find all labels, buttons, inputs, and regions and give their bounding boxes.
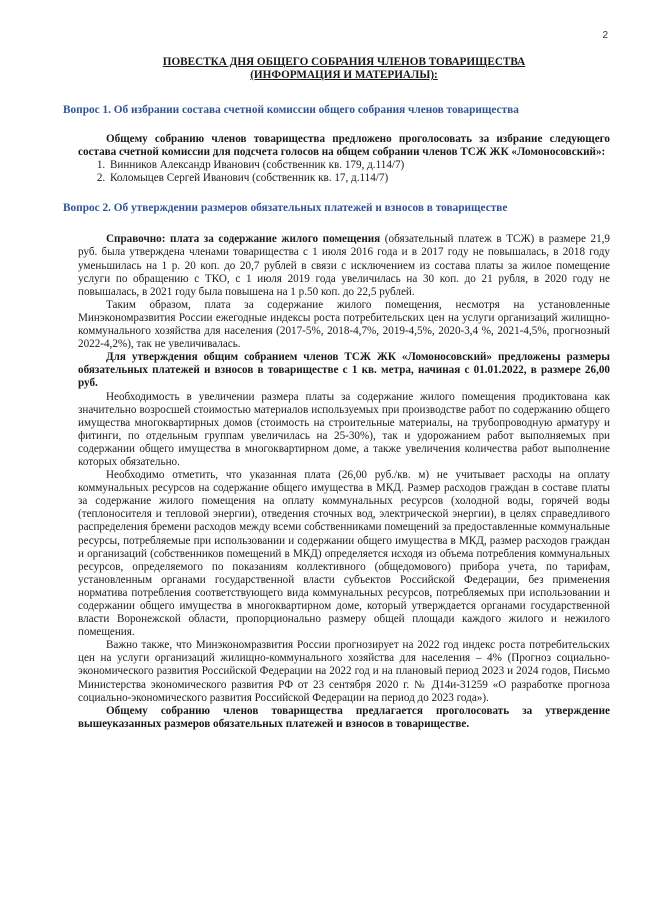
heading-line-1: ПОВЕСТКА ДНЯ ОБЩЕГО СОБРАНИЯ ЧЛЕНОВ ТОВАРИЩЕСТВА	[162, 56, 526, 68]
document-body	[63, 56, 610, 731]
agenda-heading	[78, 56, 610, 82]
question-2-title: Вопрос 2. Об утверждении размеров обязательных платежей и взносов в товариществе	[63, 202, 508, 215]
paragraph-reference	[78, 233, 610, 298]
candidate-list	[78, 159, 610, 185]
paragraph-proposal: Для утверждения общим собранием членов ТСЖ ЖК «Ломоносовский» предложены размеры обязательных платежей и взносов в товариществе с 1 кв. метра, начиная с 01.01.2022, в размере 26,00 руб.	[78, 351, 610, 390]
page-number: 2	[602, 30, 608, 41]
question-1-intro: Общему собранию членов товарищества предложено проголосовать за избрание следующего состава счетной комиссии для подсчета голосов на общем собрании членов ТСЖ ЖК «Ломоносовский»:	[78, 133, 610, 159]
candidate-item: 2. Коломыцев Сергей Иванович (собственник кв. 17, д.114/7)	[108, 172, 610, 185]
paragraph-indexes: Таким образом, плата за содержание жилого помещения, несмотря на установленные Минэкономразвития России ежегодные индексы роста потребительских цен на услуги организаций жилищно-коммунального хозяйства для населения (2017-5%, 2018-4,7%, 2019-4,5%, 2020-3,4 %, 2021-4,5%, прогнозный 2022-4,2%), так не увеличивалась.	[78, 298, 610, 351]
paragraph-vote-call: Общему собранию членов товарищества предлагается проголосовать за утверждение вышеуказанных размеров обязательных платежей и взносов в товариществе.	[78, 704, 610, 730]
reference-text: (обязательный платеж в ТСЖ) в размере 21,9 руб. была утверждена членами товарищества с 1 июля 2016 года и в 2017 году не повышалась, в 2018 году уменьшилась на 1 р. 20 коп. до 20,7 рублей в связи с исключением из состава платы за жилое помещение услуги по обращению с ТКО, с 1 июля 2019 года увеличилась на 30 коп. до 21 рубля, в 2020 году не повышалась, в 2021 году была повышена на 1 р.50 коп. до 22,5 рублей.	[78, 233, 610, 298]
paragraph-forecast: Важно также, что Минэкономразвития России прогнозирует на 2022 год индекс роста потребительских цен на услуги организаций жилищно-коммунального хозяйства для населения – 4% (Прогноз социально-экономического развития Российской Федерации на 2022 год и на плановый период 2023 и 2024 годов, Письмо Министерства экономического развития РФ от 23 сентября 2020 г. № Д14и-31259 «О разработке прогноза социально-экономического развития Российской Федерации на период до 2023 года»).	[78, 639, 610, 704]
question-1-title: Вопрос 1. Об избрании состава счетной комиссии общего собрания членов товарищества	[63, 104, 519, 116]
paragraph-necessity: Необходимость в увеличении размера платы за содержание жилого помещения продиктована как значительно возросшей стоимостью материалов используемых при производстве работ по содержанию общего имущества многоквартирных домов (стоимость на строительные материалы, на трубопроводную арматуру и фитинги, по отдельным группам увеличилась на 25-30%), так и удорожанием работ выполняемых при содержании общего имущества в многоквартирном доме, а также увеличения количества работ выполнение которых обязательно.	[78, 390, 610, 468]
paragraph-utilities: Необходимо отметить, что указанная плата (26,00 руб./кв. м) не учитывает расходы на оплату коммунальных ресурсов на содержание общего имущества в МКД. Размер расходов граждан в составе платы за содержание жилого помещения на оплату коммунальных ресурсов (холодной воды, горячей воды (теплоносителя и тепловой энергии), отведения сточных вод, электрической энергии), в целях справедливого распределения бремени расходов между всеми собственниками помещений за предоставленные коммунальные ресурсы, потребляемые при использовании и содержании общего имущества в МКД, размер расходов граждан и организаций (собственников помещений в МКД) определяется исходя из объема потребления коммунальных ресурсов, определяемого по показаниям коллективного (общедомового) прибора учета, по тарифам, установленным органами государственной власти субъектов Российской Федерации, без применения норматива потребления соответствующего вида коммунальных ресурсов, потребляемых при использовании и содержании общего имущества в многоквартирном доме, который утверждается органами государственной власти Воронежской области, пропорционально размеру общей площади каждого жилого и нежилого помещения.	[78, 469, 610, 639]
heading-line-2: (ИНФОРМАЦИЯ И МАТЕРИАЛЫ):	[250, 69, 438, 81]
candidate-item: 1. Винников Александр Иванович (собственник кв. 179, д.114/7)	[108, 159, 610, 172]
reference-label: Справочно: плата за содержание жилого помещения	[106, 233, 381, 246]
